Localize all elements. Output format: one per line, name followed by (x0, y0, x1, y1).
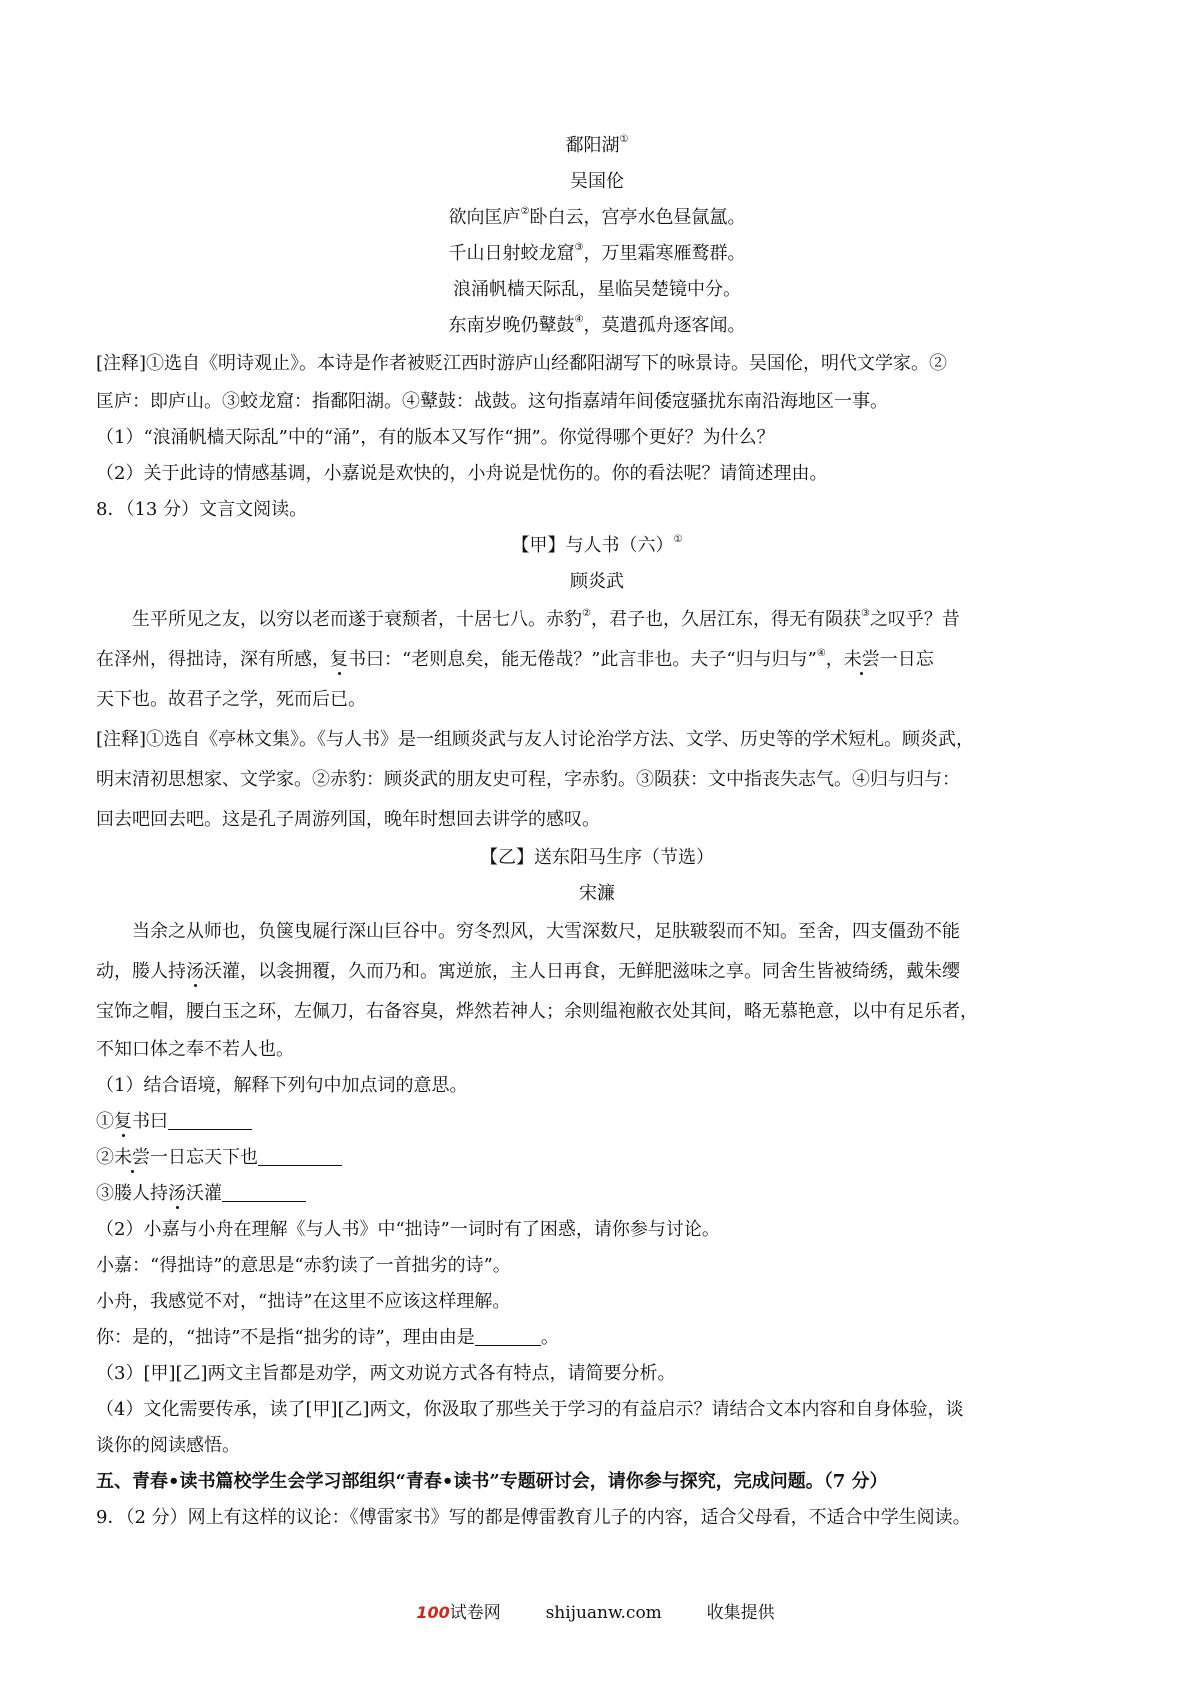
question-heading: 8．（13 分）文言文阅读。 (96, 499, 308, 520)
passage-line: 当余之从师也，负箧曳屣行深山巨谷中。穷冬烈风，大雪深数尺，足肤皲裂而不知。至舍，四支僵劲不能 (132, 921, 960, 942)
passage-line: 天下也。故君子之学，死而后已。 (96, 689, 366, 710)
passage-line: 在泽州，得拙诗，深有所感，复书曰：“老则息矣，能无倦哉？”此言非也。夫子“归与归与”④，未尝一日忘 (96, 648, 934, 670)
question-text: 谈你的阅读感悟。 (96, 1435, 240, 1456)
poem-line: 千山日射蛟龙窟③，万里霜寒雁鹜群。 (448, 242, 746, 264)
site-logo: 100 (416, 1603, 450, 1622)
poem-line: 欲向匡庐②卧白云，宫亭水色昼氤氲。 (448, 206, 746, 228)
question-text: 9．（2 分）网上有这样的议论：《傅雷家书》写的都是傅雷教育儿子的内容，适合父母看，不适合中学生阅读。 (96, 1507, 971, 1528)
question-text: （1）结合语境，解释下列句中加点词的意思。 (96, 1075, 468, 1096)
passage-title: 【甲】与人书（六）① (511, 534, 683, 556)
dialogue-line: 小嘉：“得拙诗”的意思是“赤豹读了一首拙劣的诗”。 (96, 1255, 511, 1276)
passage-line: 不知口体之奉不若人也。 (96, 1039, 294, 1060)
poem-line: 浪涌帆樯天际乱，星临吴楚镜中分。 (453, 279, 741, 300)
fill-item: ③媵人持汤沃灌 (96, 1176, 1098, 1212)
passage-line: 宝饰之帽，腰白玉之环，左佩刀，右备容臭，烨然若神人；余则缊袍敝衣处其间，略无慕艳意，以中有足乐者， (96, 1001, 978, 1022)
poem-author: 吴国伦 (570, 171, 624, 192)
footer (0, 1598, 1191, 1628)
passage-note: 回去吧回去吧。这是孔子周游列国，晚年时想回去讲学的感叹。 (96, 809, 600, 830)
question-text: （1）“浪涌帆樯天际乱”中的“涌”，有的版本又写作“拥”。你觉得哪个更好？为什么？ (96, 427, 775, 448)
site-url[interactable]: shijuanw.com (545, 1603, 662, 1623)
passage-line: 动，媵人持汤沃灌，以衾拥覆，久而乃和。寓逆旅，主人日再食，无鲜肥滋味之享。同舍生皆被绮绣，戴朱缨 (96, 961, 960, 982)
question-text: （2）小嘉与小舟在理解《与人书》中“拙诗”一词时有了困惑，请你参与讨论。 (96, 1219, 720, 1240)
site-logo-text: 试卷网 (449, 1603, 501, 1623)
answer-blank[interactable] (258, 1147, 342, 1166)
poem-title: 鄱阳湖① (565, 134, 629, 156)
dialogue-line: 小舟，我感觉不对，“拙诗”在这里不应该这样理解。 (96, 1291, 511, 1312)
answer-blank[interactable] (475, 1327, 541, 1346)
passage-author: 顾炎武 (570, 571, 624, 592)
passage-note: [注释]①选自《亭林文集》。《与人书》是一组顾炎武与友人讨论治学方法、文学、历史等的学术短札。顾炎武， (96, 729, 975, 750)
answer-blank[interactable] (168, 1111, 252, 1130)
answer-blank[interactable] (222, 1183, 306, 1202)
exam-page (96, 128, 1098, 1536)
fill-item: ①复书曰 (96, 1104, 1098, 1140)
footer-credit: 收集提供 (706, 1603, 775, 1623)
passage-author: 宋濂 (579, 883, 615, 904)
poem-note: [注释]①选自《明诗观止》。本诗是作者被贬江西时游庐山经鄱阳湖写下的咏景诗。吴国伦，明代文学家。② (96, 353, 948, 374)
question-text: （4）文化需要传承，读了[甲][乙]两文，你汲取了那些关于学习的有益启示？请结合文本内容和自身体验，谈 (96, 1399, 964, 1420)
poem-line: 东南岁晚仍鼙鼓④，莫遣孤舟逐客闻。 (448, 314, 746, 336)
question-text: （3）[甲][乙]两文主旨都是劝学，两文劝说方式各有特点，请简要分析。 (96, 1363, 676, 1384)
passage-title: 【乙】送东阳马生序（节选） (480, 847, 714, 868)
section-heading: 五、青春•读书篇校学生会学习部组织“青春•读书”专题研讨会，请你参与探究，完成问题。（7 分） (96, 1471, 888, 1492)
dialogue-line: 你：是的，“拙诗”不是指“拙劣的诗”，理由由是 。 (96, 1327, 559, 1348)
fill-item: ②未尝一日忘天下也 (96, 1140, 1098, 1176)
question-text: （2）关于此诗的情感基调，小嘉说是欢快的，小舟说是忧伤的。你的看法呢？请简述理由。 (96, 463, 828, 484)
poem-note: 匡庐：即庐山。③蛟龙窟：指鄱阳湖。④鼙鼓：战鼓。这句指嘉靖年间倭寇骚扰东南沿海地区一事。 (96, 391, 888, 412)
passage-note: 明末清初思想家、文学家。②赤豹：顾炎武的朋友史可程，字赤豹。③陨获：文中指丧失志气。④归与归与： (96, 769, 960, 790)
passage-line: 生平所见之友，以穷以老而遂于衰颓者，十居七八。赤豹②，君子也，久居江东，得无有陨获③之叹乎？昔 (132, 608, 960, 630)
